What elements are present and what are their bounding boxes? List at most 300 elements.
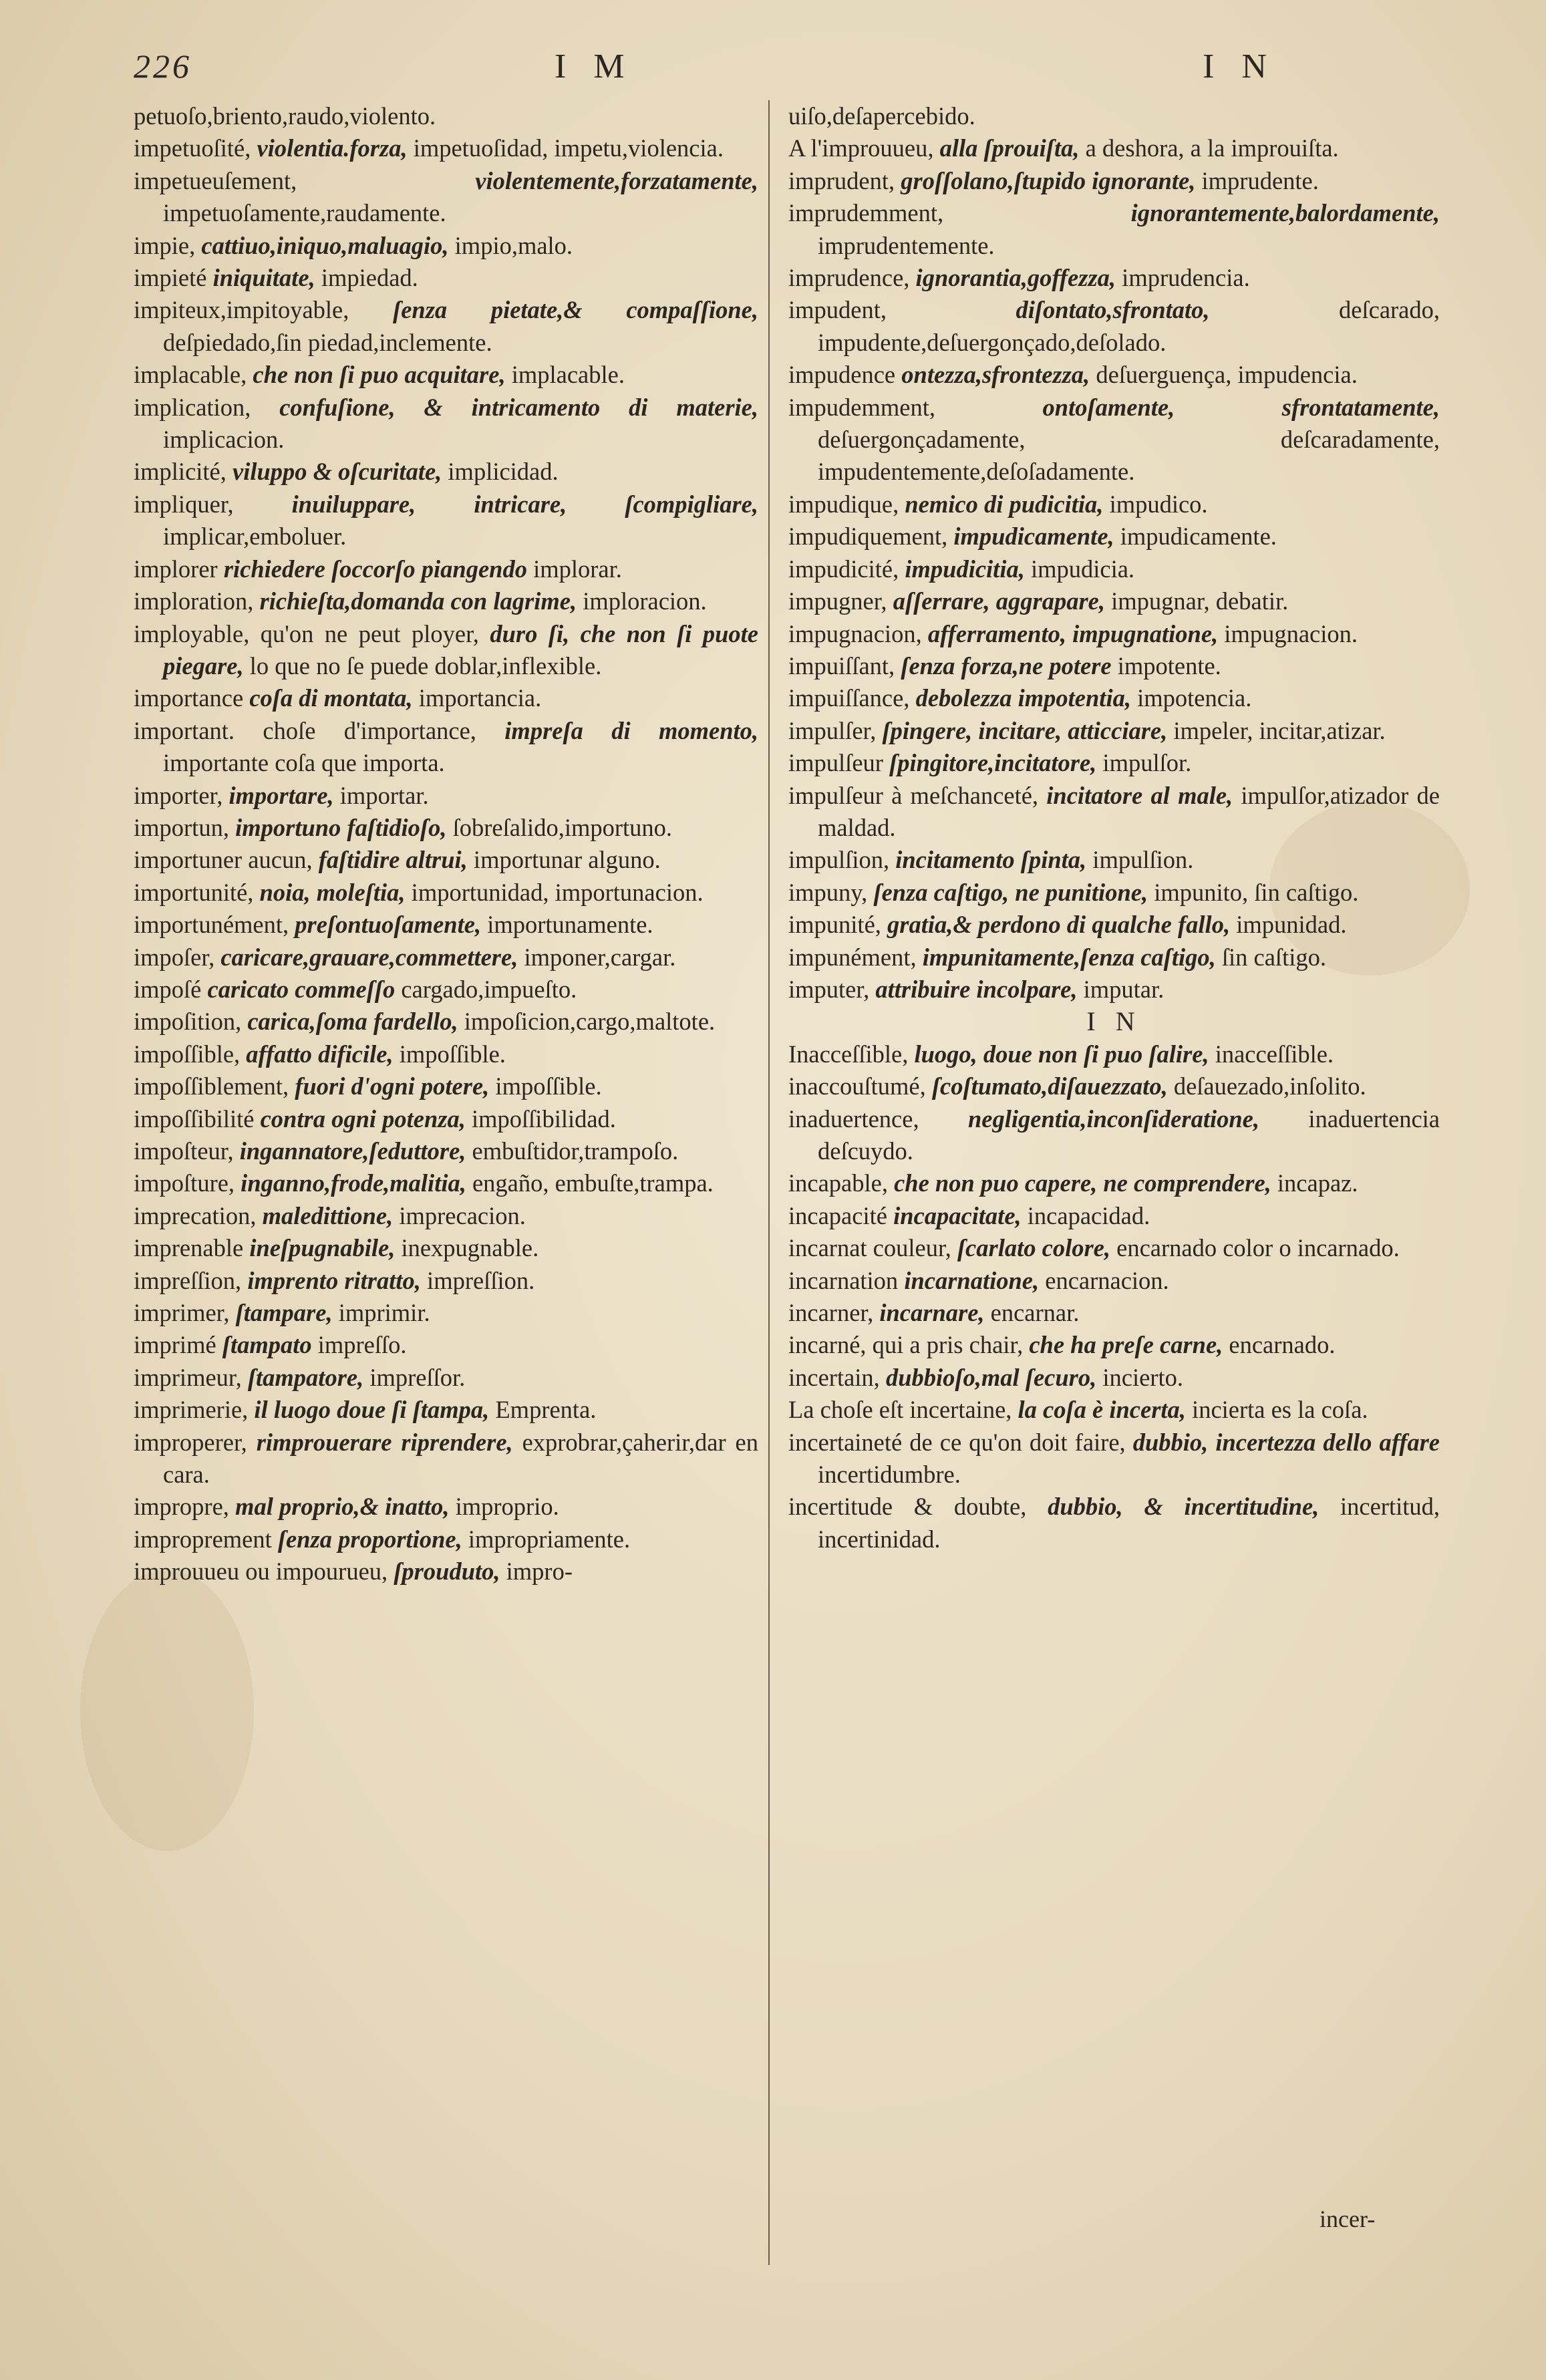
entry-spanish: importancia. <box>418 684 542 712</box>
entry-headword: importun, <box>134 813 229 841</box>
entry-italian: dubbio, incertezza dello affare <box>1132 1428 1440 1456</box>
entry-headword: impudique, <box>788 490 899 518</box>
entry-headword: impudemment, <box>788 393 935 421</box>
dictionary-entry <box>134 100 758 132</box>
entry-headword: impetuoſité, <box>134 134 251 162</box>
dictionary-entry <box>788 1297 1440 1329</box>
entry-spanish: a deshora, a la improuiſta. <box>1085 134 1339 162</box>
entry-headword: impetueuſement, <box>134 166 297 194</box>
entry-italian: incapacitate, <box>893 1201 1022 1229</box>
dictionary-entry <box>134 262 758 294</box>
entry-italian: ſenza proportione, <box>277 1525 462 1553</box>
entry-headword: impunité, <box>788 911 881 939</box>
entry-headword: implacable, <box>134 361 247 389</box>
entry-headword: imprudence, <box>788 264 910 292</box>
entry-headword: impudiquement, <box>788 523 948 551</box>
dictionary-entry <box>134 1427 758 1491</box>
column-divider <box>768 100 770 2265</box>
entry-italian: affatto dificile, <box>246 1040 394 1068</box>
dictionary-entry <box>788 1070 1440 1102</box>
entry-italian: ſenza pietate,& compaſſione, <box>393 296 758 324</box>
dictionary-entry <box>788 715 1440 747</box>
entry-headword: impie, <box>134 231 196 259</box>
entry-headword: impulſion, <box>788 846 890 874</box>
right-column <box>788 100 1440 1555</box>
entry-italian: incarnare, <box>879 1299 985 1327</box>
entry-spanish: inaduertencia deſcuydo. <box>818 1104 1440 1165</box>
dictionary-entry <box>788 877 1440 909</box>
entry-headword: incarnat couleur, <box>788 1234 951 1262</box>
entry-spanish: encarnar. <box>990 1299 1080 1327</box>
entry-headword: impugnacion, <box>788 619 922 647</box>
dictionary-entry <box>788 197 1440 262</box>
entry-headword: impoſſibilité <box>134 1104 255 1133</box>
entry-italian: diſontato,sfrontato, <box>1016 296 1210 324</box>
entry-spanish: impulſor,atizador de maldad. <box>818 781 1440 841</box>
dictionary-entry <box>134 1362 758 1394</box>
dictionary-entry <box>788 262 1440 294</box>
entry-spanish: impropriamente. <box>468 1525 631 1553</box>
entry-spanish: deſcarado, impudente,deſuergonçado,deſolado. <box>818 296 1440 356</box>
dictionary-entry <box>134 488 758 553</box>
entry-italian: caricato commeſſo <box>207 975 396 1003</box>
dictionary-entry <box>788 844 1440 876</box>
entry-headword: inaduertence, <box>788 1104 919 1133</box>
left-column <box>134 100 758 1588</box>
dictionary-entry <box>788 359 1440 391</box>
entry-spanish: impulſion. <box>1092 846 1194 874</box>
entry-italian: inuiluppare, intricare, ſcompigliare, <box>291 490 758 518</box>
entry-spanish: deſuerguença, impudencia. <box>1096 361 1358 389</box>
catchword: incer- <box>1320 2206 1376 2232</box>
entry-spanish: uiſo,deſapercebido. <box>788 102 975 130</box>
dictionary-entry <box>788 165 1440 197</box>
entry-italian: che non ſi puo acquitare, <box>253 361 506 389</box>
entry-spanish: incapaz. <box>1277 1169 1358 1197</box>
dictionary-entry <box>134 1297 758 1329</box>
entry-italian: faſtidire altrui, <box>318 846 468 874</box>
entry-spanish: implorar. <box>533 555 622 583</box>
entry-spanish: imprimir. <box>338 1299 430 1327</box>
entry-headword: implicité, <box>134 458 226 486</box>
entry-spanish: impoſicion,cargo,maltote. <box>464 1008 716 1036</box>
dictionary-entry <box>134 844 758 876</box>
entry-italian: ſenza forza,ne potere <box>901 651 1112 680</box>
dictionary-entry <box>134 780 758 812</box>
entry-italian: richiedere ſoccorſo piangendo <box>223 555 527 583</box>
entry-headword: imputer, <box>788 975 870 1003</box>
entry-italian: la coſa è incerta, <box>1018 1396 1186 1424</box>
entry-spanish: implacable. <box>511 361 625 389</box>
entry-italian: aſſerrare, aggrapare, <box>893 587 1105 615</box>
dictionary-entry <box>134 1491 758 1523</box>
entry-italian: noia, moleſtia, <box>259 878 406 906</box>
dictionary-entry <box>134 974 758 1006</box>
entry-headword: implication, <box>134 393 251 421</box>
entry-headword: imprenable <box>134 1234 244 1262</box>
entry-headword: improprement <box>134 1525 272 1553</box>
entry-headword: imprudemment, <box>788 199 944 227</box>
entry-headword: incarner, <box>788 1299 874 1327</box>
dictionary-entry <box>788 1265 1440 1297</box>
entry-italian: impreſa di momento, <box>504 716 759 744</box>
entry-headword: impoſteur, <box>134 1137 234 1165</box>
entry-spanish: impugnar, debatir. <box>1111 587 1289 615</box>
dictionary-entry <box>788 132 1440 164</box>
dictionary-entry <box>134 585 758 617</box>
entry-headword: incarné, qui a pris chair, <box>788 1331 1024 1359</box>
dictionary-entry <box>788 974 1440 1006</box>
entry-headword: incapacité <box>788 1201 887 1229</box>
entry-headword: importunité, <box>134 878 254 906</box>
entry-spanish: improprio. <box>455 1493 559 1521</box>
entry-spanish: impudicamente. <box>1120 523 1277 551</box>
entry-headword: impulſeur <box>788 749 883 777</box>
entry-headword: impuiſſance, <box>788 684 910 712</box>
entry-spanish: deſpiedado,ſin piedad,inclemente. <box>163 328 492 356</box>
dictionary-entry <box>134 132 758 164</box>
dictionary-entry <box>134 715 758 780</box>
entry-headword: imprimerie, <box>134 1396 249 1424</box>
entry-spanish: importunar alguno. <box>473 846 661 874</box>
entry-spanish: incertitud, incertinidad. <box>818 1493 1440 1553</box>
dictionary-entry <box>788 392 1440 488</box>
entry-headword: incertaineté de ce qu'on doit faire, <box>788 1428 1126 1456</box>
entry-headword: impliquer, <box>134 490 234 518</box>
entry-italian: incitamento ſpinta, <box>895 846 1087 874</box>
entry-spanish: impreſſo. <box>317 1331 407 1359</box>
entry-italian: ſcarlato colore, <box>957 1234 1110 1262</box>
dictionary-entry <box>788 1362 1440 1394</box>
entry-spanish: deſauezado,inſolito. <box>1173 1072 1366 1100</box>
dictionary-entry <box>134 1006 758 1038</box>
entry-headword: A l'improuueu, <box>788 134 934 162</box>
entry-italian: caricare,grauare,commettere, <box>220 943 518 971</box>
dictionary-entry <box>788 1427 1440 1491</box>
entry-headword: impuiſſant, <box>788 651 895 680</box>
entry-italian: impunitamente,ſenza caſtigo, <box>922 943 1216 971</box>
entry-headword: imprecation, <box>134 1201 257 1229</box>
entry-spanish: impoſſible. <box>399 1040 506 1068</box>
entry-italian: groſſolano,ſtupido ignorante, <box>901 166 1196 194</box>
entry-headword: impiteux,impitoyable, <box>134 296 349 324</box>
entry-italian: gratia,& perdono di qualche fallo, <box>887 911 1231 939</box>
dictionary-entry <box>788 520 1440 553</box>
dictionary-entry <box>134 1232 758 1264</box>
entry-headword: incarnation <box>788 1266 899 1294</box>
entry-headword: important. choſe d'importance, <box>134 716 476 744</box>
entry-spanish: impotencia. <box>1137 684 1252 712</box>
entry-italian: viluppo & oſcuritate, <box>233 458 442 486</box>
entry-spanish: lo que no ſe puede doblar,inflexible. <box>249 651 602 680</box>
entry-spanish: encarnado color o incarnado. <box>1116 1234 1400 1262</box>
entry-italian: incarnatione, <box>904 1266 1040 1294</box>
dictionary-entry <box>788 650 1440 682</box>
entry-headword: impieté <box>134 264 207 292</box>
entry-spanish: imploracion. <box>583 587 707 615</box>
left-column-title: I M <box>555 47 634 86</box>
entry-headword: impoſé <box>134 975 202 1003</box>
entry-headword: importunément, <box>134 911 289 939</box>
entry-spanish: impudicia. <box>1030 555 1135 583</box>
dictionary-entry <box>134 1167 758 1199</box>
entry-italian: imprento ritratto, <box>247 1266 421 1294</box>
entry-headword: incertitude & doubte, <box>788 1493 1027 1521</box>
entry-spanish: embuſtidor,trampoſo. <box>472 1137 679 1165</box>
entry-headword: impoſer, <box>134 943 215 971</box>
entry-italian: ſtampatore, <box>247 1363 364 1391</box>
entry-italian: fuori d'ogni potere, <box>295 1072 490 1100</box>
dictionary-entry <box>134 165 758 230</box>
entry-italian: duro ſi, che non ſi puote piegare, <box>163 619 758 680</box>
entry-spanish: ſobreſalido,importuno. <box>452 813 673 841</box>
page-number: 226 <box>134 47 192 85</box>
entry-headword: incapable, <box>788 1169 888 1197</box>
dictionary-entry <box>788 1394 1440 1426</box>
entry-spanish: cargado,impueſto. <box>401 975 577 1003</box>
entry-italian: nemico di pudicitia, <box>905 490 1104 518</box>
entry-italian: carica,ſoma fardello, <box>247 1008 458 1036</box>
dictionary-entry <box>134 392 758 456</box>
entry-italian: ſprouduto, <box>394 1557 500 1586</box>
entry-spanish: impeler, incitar,atizar. <box>1173 716 1386 744</box>
dictionary-entry <box>788 1038 1440 1070</box>
entry-italian: ontoſamente, sfrontatamente, <box>1042 393 1440 421</box>
dictionary-entry <box>134 941 758 974</box>
entry-italian: dubbio, & incertitudine, <box>1048 1493 1320 1521</box>
entry-italian: rimprouerare riprendere, <box>256 1428 513 1456</box>
entry-italian: debolezza impotentia, <box>915 684 1131 712</box>
entry-headword: impuny, <box>788 878 868 906</box>
entry-italian: contra ogni potenza, <box>260 1104 466 1133</box>
dictionary-entry <box>134 877 758 909</box>
dictionary-entry <box>134 1555 758 1588</box>
entry-headword: impoſſiblement, <box>134 1072 289 1100</box>
entry-spanish: ſin caſtigo. <box>1221 943 1326 971</box>
entry-headword: impudicité, <box>788 555 899 583</box>
dictionary-entry <box>134 294 758 359</box>
entry-spanish: importar. <box>339 781 429 809</box>
entry-spanish: impoſſible. <box>495 1072 602 1100</box>
entry-italian: ignorantemente,balordamente, <box>1130 199 1440 227</box>
entry-headword: impulſer, <box>788 716 877 744</box>
entry-italian: violentemente,forzatamente, <box>475 166 758 194</box>
entry-spanish: exprobrar,çaherir,dar en cara. <box>163 1428 758 1489</box>
entry-headword: imprimeur, <box>134 1363 242 1391</box>
entry-italian: mal proprio,& inatto, <box>235 1493 450 1521</box>
entry-italian: inganno,frode,malitia, <box>241 1169 466 1197</box>
dictionary-entry <box>788 1167 1440 1199</box>
entry-headword: importance <box>134 684 244 712</box>
entry-spanish: inacceſſible. <box>1215 1040 1334 1068</box>
dictionary-entry <box>134 1070 758 1102</box>
entry-headword: impunément, <box>788 943 917 971</box>
entry-spanish: impiedad. <box>321 264 418 292</box>
entry-spanish: impetuoſamente,raudamente. <box>163 199 446 227</box>
dictionary-entry <box>134 230 758 262</box>
entry-spanish: implicar,emboluer. <box>163 523 347 551</box>
entry-headword: imprimé <box>134 1331 216 1359</box>
dictionary-entry <box>134 1038 758 1070</box>
entry-italian: attribuire incolpare, <box>875 975 1078 1003</box>
dictionary-entry <box>134 909 758 941</box>
entry-spanish: impreſſor. <box>369 1363 466 1391</box>
entry-spanish: incapacidad. <box>1027 1201 1150 1229</box>
entry-spanish: importunidad, importunacion. <box>411 878 704 906</box>
entry-spanish: impunidad. <box>1236 911 1347 939</box>
entry-italian: importare, <box>228 781 334 809</box>
entry-italian: alla ſprouiſta, <box>939 134 1080 162</box>
section-heading: I N <box>1086 1006 1142 1037</box>
dictionary-entry <box>788 1103 1440 1168</box>
entry-spanish: implicidad. <box>448 458 559 486</box>
dictionary-entry <box>788 1232 1440 1264</box>
entry-spanish: encarnado. <box>1229 1331 1336 1359</box>
entry-headword: impoſture, <box>134 1169 235 1197</box>
entry-italian: negligentia,inconſideratione, <box>968 1104 1259 1133</box>
dictionary-entry <box>134 1523 758 1555</box>
entry-italian: il luogo doue ſi ſtampa, <box>254 1396 490 1424</box>
entry-italian: ingannatore,ſeduttore, <box>239 1137 466 1165</box>
entry-headword: imployable, qu'on ne peut ployer, <box>134 619 479 647</box>
dictionary-entry <box>134 618 758 683</box>
entry-spanish: implicacion. <box>163 426 285 454</box>
entry-headword: impoſſible, <box>134 1040 241 1068</box>
entry-spanish: imprudencia. <box>1122 264 1250 292</box>
dictionary-entry <box>134 456 758 488</box>
entry-italian: iniquitate, <box>212 264 315 292</box>
entry-spanish: petuoſo,briento,raudo,violento. <box>134 102 436 130</box>
entry-headword: importer, <box>134 781 223 809</box>
dictionary-entry <box>788 585 1440 617</box>
entry-headword: inaccouſtumé, <box>788 1072 926 1100</box>
entry-italian: dubbioſo,mal ſecuro, <box>885 1363 1097 1391</box>
entry-italian: che ha preſe carne, <box>1029 1331 1223 1359</box>
entry-spanish: incierta es la coſa. <box>1192 1396 1368 1424</box>
entry-spanish: impugnacion. <box>1224 619 1358 647</box>
dictionary-entry <box>134 1394 758 1426</box>
entry-italian: ſtampare, <box>235 1299 333 1327</box>
entry-italian: coſa di montata, <box>249 684 413 712</box>
entry-spanish: imprudente. <box>1201 166 1319 194</box>
entry-spanish: deſuergonçadamente, deſcaradamente, impudentemente,deſoſadamente. <box>818 426 1440 486</box>
dictionary-entry <box>134 1329 758 1361</box>
entry-spanish: inexpugnable. <box>401 1234 539 1262</box>
entry-spanish: impetuoſidad, impetu,violencia. <box>413 134 724 162</box>
entry-headword: impugner, <box>788 587 887 615</box>
entry-italian: ſpingitore,incitatore, <box>889 749 1097 777</box>
entry-spanish: importunamente. <box>487 911 653 939</box>
dictionary-entry <box>788 747 1440 779</box>
entry-italian: richieſta,domanda con lagrime, <box>259 587 577 615</box>
entry-italian: ignorantia,goffezza, <box>915 264 1116 292</box>
entry-headword: importuner aucun, <box>134 846 313 874</box>
dictionary-entry <box>788 294 1440 359</box>
dictionary-entry <box>788 1200 1440 1232</box>
entry-italian: ſpingere, incitare, atticciare, <box>882 716 1168 744</box>
entry-spanish: impro- <box>506 1557 573 1586</box>
entry-spanish: imprudentemente. <box>818 231 995 259</box>
entry-spanish: impudico. <box>1109 490 1208 518</box>
entry-italian: maledittione, <box>262 1201 394 1229</box>
entry-italian: ſcoſtumato,diſauezzato, <box>931 1072 1168 1100</box>
entry-italian: preſontuoſamente, <box>295 911 482 939</box>
entry-spanish: imputar. <box>1083 975 1165 1003</box>
dictionary-entry <box>134 1103 758 1135</box>
entry-headword: impropre, <box>134 1493 229 1521</box>
entry-italian: ineſpugnabile, <box>249 1234 396 1262</box>
entry-italian: che non puo capere, ne comprendere, <box>894 1169 1271 1197</box>
running-header <box>127 47 1436 100</box>
entry-spanish: impoſſibilidad. <box>471 1104 616 1133</box>
dictionary-entry <box>788 909 1440 941</box>
entry-italian: ſtampato <box>222 1331 312 1359</box>
dictionary-entry <box>788 488 1440 520</box>
dictionary-entry <box>134 1135 758 1167</box>
water-stain <box>80 1570 254 1851</box>
dictionary-entry <box>788 780 1440 845</box>
entry-headword: imprudent, <box>788 166 895 194</box>
entry-italian: impudicamente, <box>953 523 1114 551</box>
dictionary-entry <box>134 812 758 844</box>
entry-headword: impoſition, <box>134 1008 242 1036</box>
entry-spanish: impreſſion. <box>427 1266 535 1294</box>
entry-spanish: incertidumbre. <box>818 1461 961 1489</box>
entry-spanish: imponer,cargar. <box>524 943 676 971</box>
entry-headword: imprimer, <box>134 1299 230 1327</box>
dictionary-entry <box>788 1329 1440 1361</box>
dictionary-entry <box>134 553 758 585</box>
dictionary-entry <box>134 1200 758 1232</box>
entry-headword: implorer <box>134 555 218 583</box>
entry-headword: impudent, <box>788 296 887 324</box>
entry-italian: cattiuo,iniquo,maluagio, <box>201 231 449 259</box>
dictionary-entry <box>134 682 758 714</box>
entry-spanish: impotente. <box>1117 651 1221 680</box>
entry-italian: impudicitia, <box>905 555 1025 583</box>
entry-spanish: encarnacion. <box>1045 1266 1169 1294</box>
right-column-title: I N <box>1203 47 1276 86</box>
entry-headword: Inacceſſible, <box>788 1040 909 1068</box>
entry-italian: ſenza caſtigo, ne punitione, <box>873 878 1148 906</box>
entry-headword: impreſſion, <box>134 1266 242 1294</box>
dictionary-entry <box>134 1265 758 1297</box>
entry-headword: improperer, <box>134 1428 247 1456</box>
entry-headword: incertain, <box>788 1363 880 1391</box>
dictionary-entry <box>788 618 1440 650</box>
entry-italian: luogo, doue non ſi puo ſalire, <box>914 1040 1209 1068</box>
dictionary-entry <box>788 553 1440 585</box>
entry-italian: importuno faſtidioſo, <box>235 813 447 841</box>
dictionary-entry <box>788 682 1440 714</box>
entry-headword: La choſe eſt incertaine, <box>788 1396 1012 1424</box>
dictionary-entry <box>788 100 1440 132</box>
entry-headword: impulſeur à meſchanceté, <box>788 781 1039 809</box>
entry-italian: afferramento, impugnatione, <box>927 619 1219 647</box>
dictionary-entry <box>788 941 1440 974</box>
entry-spanish: importante coſa que importa. <box>163 749 445 777</box>
entry-italian: incitatore al male, <box>1046 781 1233 809</box>
entry-italian: ontezza,sfrontezza, <box>901 361 1090 389</box>
entry-spanish: impulſor. <box>1102 749 1192 777</box>
entry-spanish: imprecacion. <box>399 1201 526 1229</box>
entry-spanish: engaño, embuſte,trampa. <box>472 1169 714 1197</box>
entry-spanish: Emprenta. <box>495 1396 597 1424</box>
entry-italian: confuſione, & intricamento di materie, <box>279 393 759 421</box>
entry-spanish: impunito, ſin caſtigo. <box>1154 878 1359 906</box>
dictionary-entry <box>788 1491 1440 1555</box>
entry-headword: impudence <box>788 361 896 389</box>
